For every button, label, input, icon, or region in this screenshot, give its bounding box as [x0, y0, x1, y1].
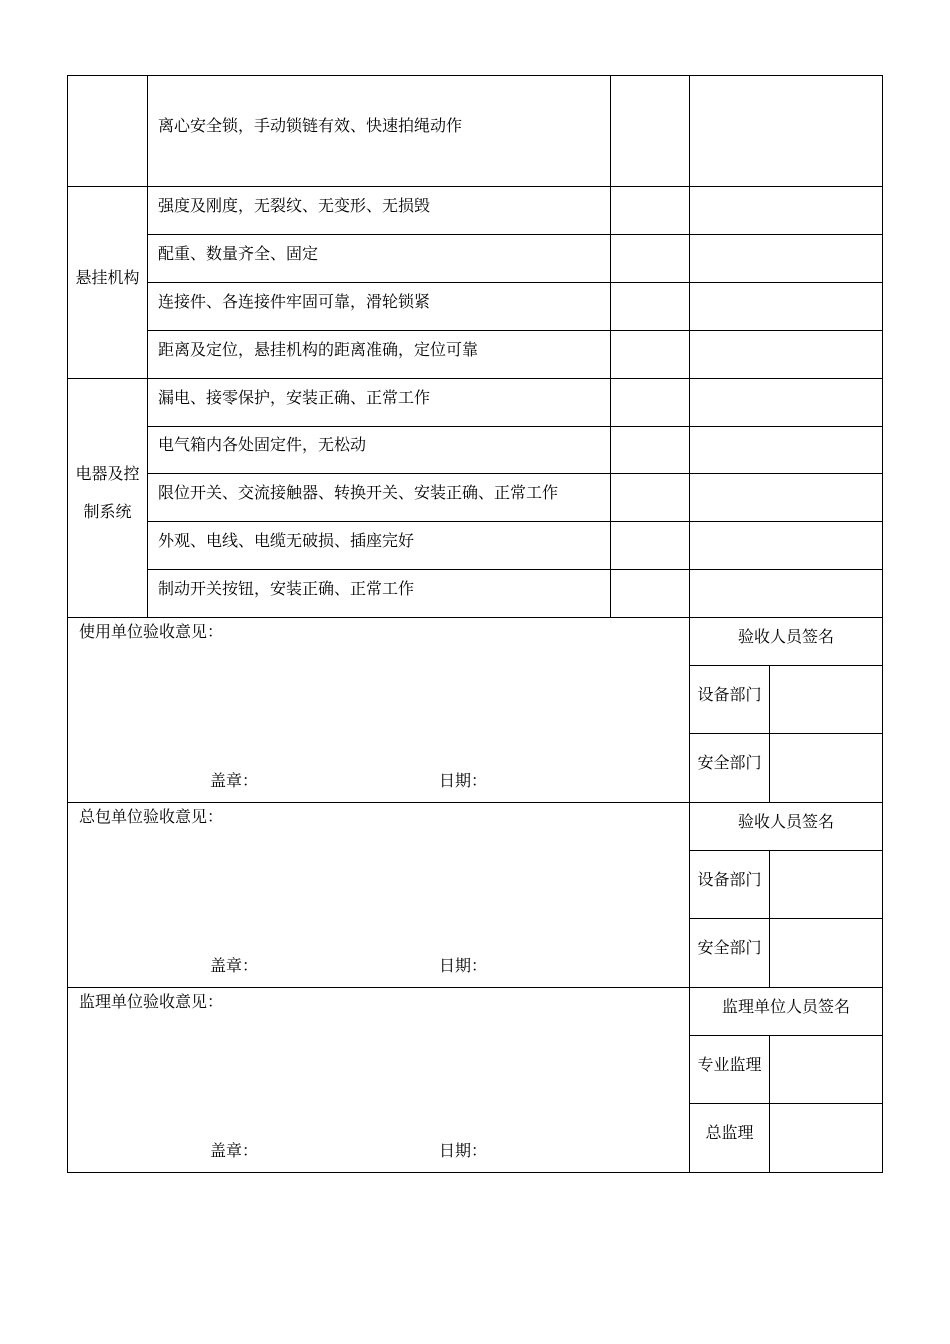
- section-separator-2: [67, 802, 883, 803]
- sign-row-label: 总监理: [705, 1123, 754, 1142]
- section-separator-1: [67, 617, 883, 618]
- signature-field[interactable]: [770, 1036, 882, 1103]
- group-separator-2: [67, 378, 883, 379]
- category-electrical-label-line2: 制系统: [83, 502, 132, 521]
- check-item-text: 强度及刚度，无裂纹、无变形、无损毁: [158, 196, 431, 215]
- check-item-text: 外观、电线、电缆无破损、插座完好: [158, 531, 415, 550]
- date-label: 日期：: [439, 956, 488, 975]
- signature-field[interactable]: [770, 666, 882, 733]
- sign-header: 验收人员签名: [737, 812, 834, 831]
- check-item-text: 连接件、各连接件牢固可靠，滑轮锁紧: [158, 292, 431, 311]
- category-column-divider: [147, 75, 148, 617]
- section-separator-3: [67, 987, 883, 988]
- row-separator: [147, 426, 883, 427]
- category-suspension-label: 悬挂机构: [75, 268, 140, 287]
- opinion-label: 监理单位验收意见：: [79, 992, 224, 1011]
- category-electrical-label-line1: 电器及控: [75, 464, 140, 483]
- signature-field[interactable]: [770, 851, 882, 918]
- check-item-text: 限位开关、交流接触器、转换开关、安装正确、正常工作: [158, 483, 559, 502]
- check-item-text: 制动开关按钮，安装正确、正常工作: [158, 579, 415, 598]
- row-separator: [147, 521, 883, 522]
- check-item-text: 离心安全锁，手动锁链有效、快速拍绳动作: [158, 116, 463, 135]
- seal-label: 盖章：: [210, 1141, 259, 1160]
- date-label: 日期：: [439, 771, 488, 790]
- opinion-label: 总包单位验收意见：: [79, 807, 224, 826]
- date-label: 日期：: [439, 1141, 488, 1160]
- seal-label: 盖章：: [210, 771, 259, 790]
- sign-row-label: 安全部门: [697, 938, 762, 957]
- table-right-border: [882, 75, 883, 1172]
- check-item-text: 配重、数量齐全、固定: [158, 244, 319, 263]
- row-separator: [147, 234, 883, 235]
- seal-label: 盖章：: [210, 956, 259, 975]
- signature-field[interactable]: [770, 919, 882, 987]
- row-separator: [147, 473, 883, 474]
- sign-header: 验收人员签名: [737, 627, 834, 646]
- sign-header: 监理单位人员签名: [721, 997, 850, 1016]
- table-bottom-border: [67, 1172, 883, 1173]
- result-column-divider-1: [610, 75, 611, 617]
- opinion-label: 使用单位验收意见：: [79, 622, 224, 641]
- sign-row-label: 设备部门: [697, 685, 762, 704]
- table-top-border: [67, 75, 883, 76]
- check-item-text: 距离及定位，悬挂机构的距离准确，定位可靠: [158, 340, 479, 359]
- table-left-border: [67, 75, 68, 1172]
- check-item-text: 漏电、接零保护，安装正确、正常工作: [158, 388, 431, 407]
- row-separator: [147, 569, 883, 570]
- signature-field[interactable]: [770, 1104, 882, 1172]
- row-separator: [147, 282, 883, 283]
- sign-row-label: 专业监理: [697, 1055, 762, 1074]
- check-item-text: 电气箱内各处固定件，无松动: [158, 435, 367, 454]
- sign-row-label: 安全部门: [697, 753, 762, 772]
- signature-field[interactable]: [770, 734, 882, 802]
- group-separator-1: [67, 186, 883, 187]
- sign-row-label: 设备部门: [697, 870, 762, 889]
- row-separator: [147, 330, 883, 331]
